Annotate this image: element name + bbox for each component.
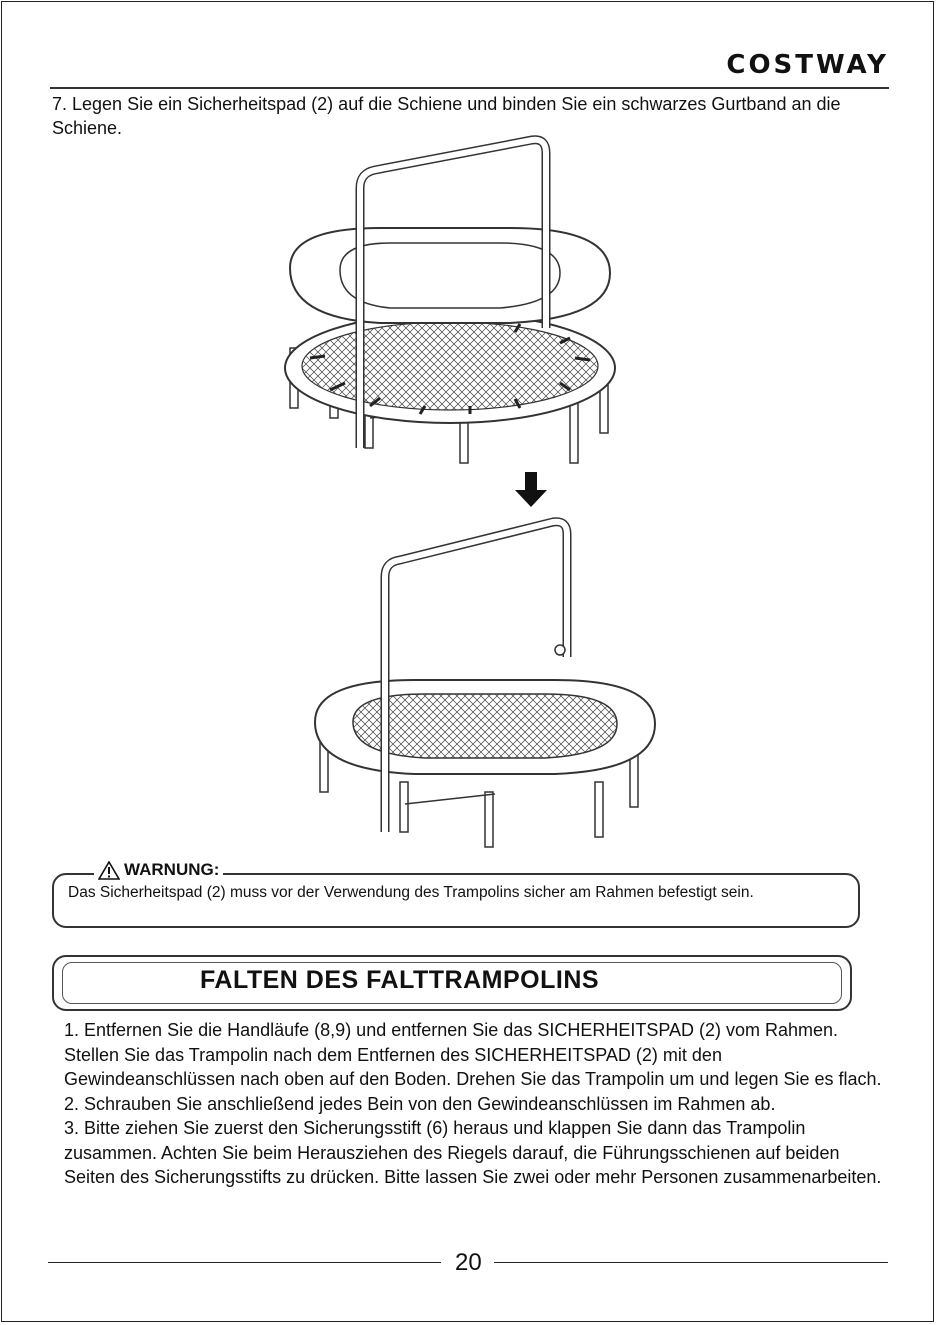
- header-rule: [50, 87, 889, 89]
- instruction-step-2: 2. Schrauben Sie anschließend jedes Bein von den Gewindeanschlüssen im Rahmen ab.: [64, 1093, 776, 1114]
- step-7-text: 7. Legen Sie ein Sicherheitspad (2) auf die Schiene und binden Sie ein schwarzes Gurtband an die Schiene.: [52, 94, 841, 138]
- brand-logo: COSTWAY: [726, 50, 889, 80]
- warning-triangle-icon: [98, 861, 120, 880]
- warning-title-label: WARNUNG:: [124, 860, 220, 879]
- warning-title: [94, 860, 223, 880]
- footer-rule-right: [494, 1262, 888, 1263]
- folding-instructions: [64, 1018, 884, 1190]
- instruction-step-1: 1. Entfernen Sie die Handläufe (8,9) und entfernen Sie das SICHERHEITSPAD (2) vom Rahmen. Stellen Sie das Trampolin nach dem Entfernen des SICHERHEITSPAD (2) mit den Gewindeanschlüssen nach oben auf den Boden. Drehen Sie das Trampolin um und legen Sie es flach.: [64, 1020, 882, 1089]
- arrow-down-icon: [514, 472, 548, 508]
- trampolin-assembled-illustration: [305, 512, 665, 852]
- footer-rule-left: [48, 1262, 441, 1263]
- instruction-step-3: 3. Bitte ziehen Sie zuerst den Sicherungsstift (6) heraus und klappen Sie dann das Trampolin zusammen. Achten Sie beim Herausziehen des Riegels darauf, die Führungsschienen auf beiden Seiten des Sicherungsstifts zu drücken. Bitte lassen Sie zwei oder mehr Personen zusammenarbeiten.: [64, 1118, 882, 1187]
- trampolin-pad-illustration-top: [270, 128, 630, 473]
- warning-text: Das Sicherheitspad (2) muss vor der Verwendung des Trampolins sicher am Rahmen befestigt sein.: [68, 884, 754, 901]
- section-title: FALTEN DES FALTTRAMPOLINS: [200, 966, 600, 994]
- page-number: 20: [455, 1249, 482, 1276]
